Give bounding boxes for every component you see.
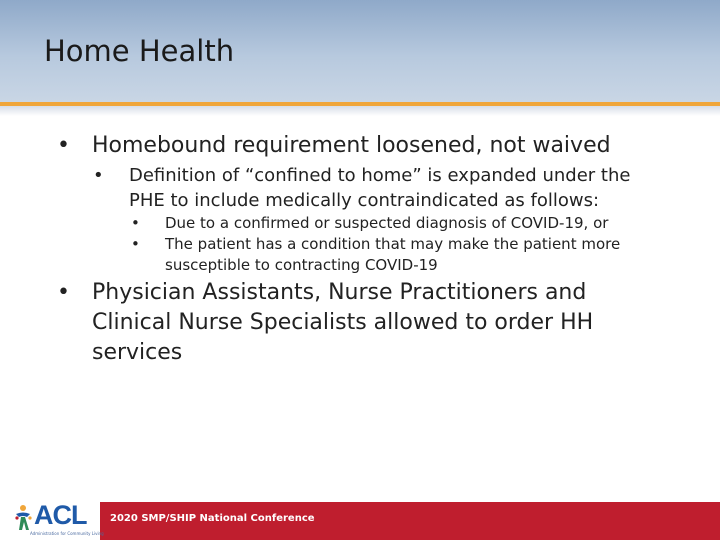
bullet-marker: •	[131, 235, 140, 253]
bullet-physician-line1: Physician Assistants, Nurse Practitioners and	[92, 280, 587, 305]
bullet-definition-line2: PHE to include medically contraindicated as follows:	[129, 190, 600, 211]
slide-title: Home Health	[44, 34, 235, 68]
bullet-marker: •	[57, 133, 70, 158]
bullet-marker: •	[57, 280, 70, 305]
bullet-physician-line3: services	[92, 340, 183, 365]
acl-tagline: Administration for Community Living	[30, 531, 104, 536]
bullet-physician-line2: Clinical Nurse Specialists allowed to order HH	[92, 310, 594, 335]
bullet-homebound: Homebound requirement loosened, not waived	[92, 133, 611, 158]
bullet-covid-diagnosis: Due to a confirmed or suspected diagnosis of COVID-19, or	[165, 214, 609, 232]
bullet-condition-line1: The patient has a condition that may make the patient more	[165, 235, 621, 253]
bullet-definition-line1: Definition of “confined to home” is expanded under the	[129, 165, 631, 186]
bullet-condition-line2: susceptible to contracting COVID-19	[165, 256, 438, 274]
acl-logo-text: ACL	[34, 500, 87, 530]
bullet-marker: •	[93, 165, 104, 186]
bullet-marker: •	[131, 214, 140, 232]
conference-name: 2020 SMP/SHIP National Conference	[110, 513, 315, 524]
